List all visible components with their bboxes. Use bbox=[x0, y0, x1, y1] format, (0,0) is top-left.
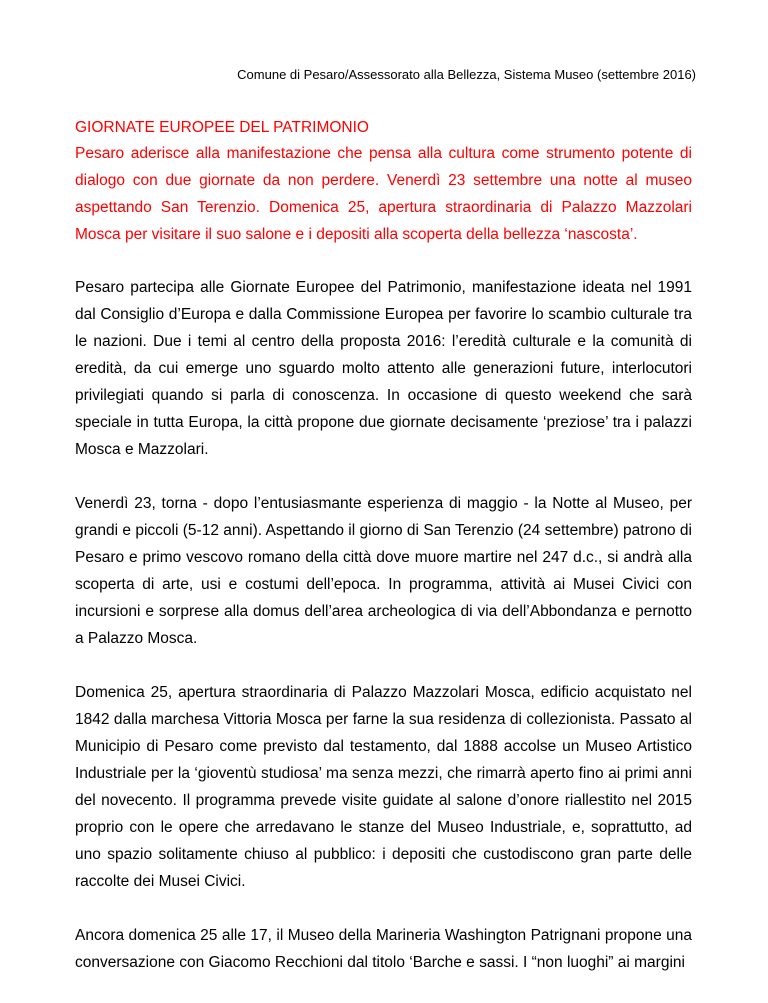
article-body bbox=[75, 114, 692, 1003]
article-title: GIORNATE EUROPEE DEL PATRIMONIO bbox=[75, 119, 369, 136]
paragraph-palazzo-mazzolari-mosca: Domenica 25, apertura straordinaria di Palazzo Mazzolari Mosca, edificio acquistato nel 1842 dalla marchesa Vittoria Mosca per farne la sua residenza di collezionista. Passato al Municipio di Pesaro come previsto dal testamento, dal 1888 accolse un Museo Artistico Industriale per la ‘gioventù studiosa’ ma senza mezzi, che rimarrà aperto fino ai primi anni del novecento. Il programma prevede visite guidate al salone d’onore riallestito nel 2015 proprio con le opere che arredavano le stanze del Museo Industriale, e, soprattutto, ad uno spazio solitamente chiuso al pubblico: i depositi che custodiscono gran parte delle raccolte dei Musei Civici. bbox=[75, 684, 692, 890]
article-lead: Pesaro aderisce alla manifestazione che pensa alla cultura come strumento potente di dialogo con due giornate da non perdere. Venerdì 23 settembre una notte al museo aspettando San Terenzio. Domenica 25, apertura straordinaria di Palazzo Mazzolari Mosca per visitare il suo salone e i depositi alla scoperta della bellezza ‘nascosta’. bbox=[75, 145, 692, 243]
paragraph-museo-marineria: Ancora domenica 25 alle 17, il Museo della Marineria Washington Patrignani propone una conversazione con Giacomo Recchioni dal titolo ‘Barche e sassi. I “non luoghi” ai margini bbox=[75, 927, 692, 971]
paragraph-patrimonio: Pesaro partecipa alle Giornate Europee del Patrimonio, manifestazione ideata nel 1991 dal Consiglio d’Europa e dalla Commissione Europea per favorire lo scambio culturale tra le nazioni. Due i temi al centro della proposta 2016: l’eredità culturale e la comunità di eredità, da cui emerge uno sguardo molto attento alle generazioni future, interlocutori privilegiati quando si parla di conoscenza. In occasione di questo weekend che sarà speciale in tutta Europa, la città propone due giornate decisamente ‘preziose’ tra i palazzi Mosca e Mazzolari. bbox=[75, 279, 692, 458]
document-header: Comune di Pesaro/Assessorato alla Bellezza, Sistema Museo (settembre 2016) bbox=[237, 67, 696, 82]
paragraph-notte-al-museo: Venerdì 23, torna - dopo l’entusiasmante esperienza di maggio - la Notte al Museo, per grandi e piccoli (5-12 anni). Aspettando il giorno di San Terenzio (24 settembre) patrono di Pesaro e primo vescovo romano della città dove muore martire nel 247 d.c., si andrà alla scoperta di arte, usi e costumi dell’epoca. In programma, attività ai Musei Civici con incursioni e sorprese alla domus dell’area archeologica di via dell’Abbondanza e pernotto a Palazzo Mosca. bbox=[75, 495, 692, 647]
